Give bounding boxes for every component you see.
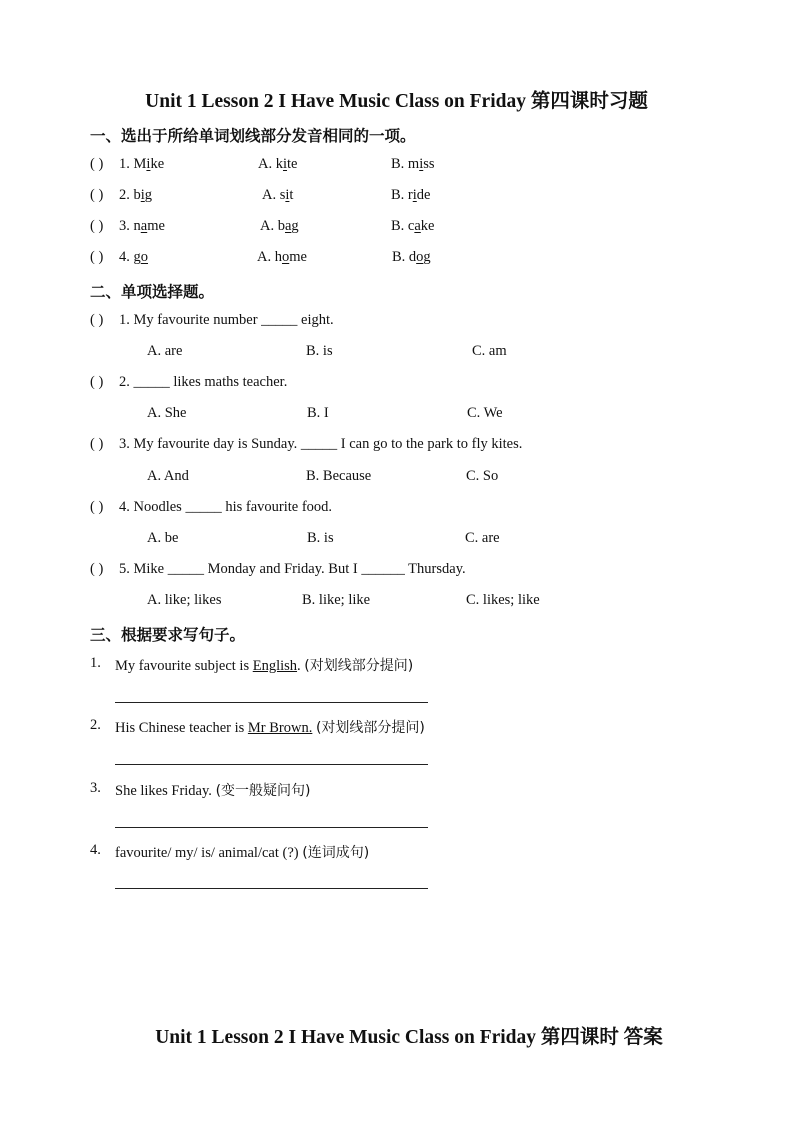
answer-blank: ( ) xyxy=(90,187,104,203)
mc-question-1: 1. My favourite number _____ eight. xyxy=(119,312,334,328)
option-a: A. home xyxy=(257,249,307,265)
item-number: 1. xyxy=(90,655,101,671)
rewrite-question-1: My favourite subject is English. (对划线部分提问) xyxy=(115,658,414,674)
mc-option-c: C. likes; like xyxy=(466,592,540,608)
option-b: B. cake xyxy=(391,218,435,234)
mc-question-5: 5. Mike _____ Monday and Friday. But I ______ Thursday. xyxy=(119,561,466,577)
mc-question-4: 4. Noodles _____ his favourite food. xyxy=(119,499,333,515)
answer-blank: ( ) xyxy=(90,436,104,452)
answer-blank: ( ) xyxy=(90,156,104,172)
mc-option-c: C. am xyxy=(472,343,507,359)
rewrite-question-4: favourite/ my/ is/ animal/cat (?) (连词成句) xyxy=(115,845,370,861)
mc-option-b: B. Because xyxy=(306,468,372,484)
mc-option-a: A. She xyxy=(147,405,187,421)
answer-line[interactable] xyxy=(115,827,428,828)
answer-line[interactable] xyxy=(115,764,428,765)
mc-option-c: C. are xyxy=(465,530,500,546)
page-title: Unit 1 Lesson 2 I Have Music Class on Friday 第四课时习题 xyxy=(145,91,648,112)
section-3-heading: 三、根据要求写句子。 xyxy=(90,626,246,644)
mc-option-a: A. And xyxy=(147,468,189,484)
answer-title: Unit 1 Lesson 2 I Have Music Class on Friday 第四课时 答案 xyxy=(155,1027,663,1048)
section-1-heading: 一、选出于所给单词划线部分发音相同的一项。 xyxy=(90,127,416,145)
item-number: 4. xyxy=(90,842,101,858)
answer-line[interactable] xyxy=(115,888,428,889)
mc-question-3: 3. My favourite day is Sunday. _____ I can go to the park to fly kites. xyxy=(119,436,523,452)
rewrite-question-3: She likes Friday. (变一般疑问句) xyxy=(115,783,311,799)
answer-blank: ( ) xyxy=(90,499,104,515)
answer-line[interactable] xyxy=(115,702,428,703)
item-number: 3. xyxy=(90,780,101,796)
rewrite-question-2: His Chinese teacher is Mr Brown. (对划线部分提问) xyxy=(115,720,425,736)
mc-option-b: B. is xyxy=(307,530,334,546)
question-word: 3. name xyxy=(119,218,165,234)
mc-option-c: C. So xyxy=(466,468,499,484)
answer-blank: ( ) xyxy=(90,374,104,390)
option-b: B. ride xyxy=(391,187,431,203)
option-a: A. kite xyxy=(258,156,298,172)
question-word: 1. Mike xyxy=(119,156,165,172)
question-word: 2. big xyxy=(119,187,153,203)
item-number: 2. xyxy=(90,717,101,733)
mc-option-a: A. be xyxy=(147,530,179,546)
mc-option-c: C. We xyxy=(467,405,503,421)
answer-blank: ( ) xyxy=(90,561,104,577)
option-a: A. bag xyxy=(260,218,299,234)
mc-option-a: A. are xyxy=(147,343,183,359)
option-b: B. miss xyxy=(391,156,435,172)
option-a: A. sit xyxy=(262,187,294,203)
option-b: B. dog xyxy=(392,249,431,265)
section-2-heading: 二、单项选择题。 xyxy=(90,283,215,301)
mc-option-b: B. like; like xyxy=(302,592,371,608)
answer-blank: ( ) xyxy=(90,218,104,234)
answer-blank: ( ) xyxy=(90,249,104,265)
answer-blank: ( ) xyxy=(90,312,104,328)
mc-option-a: A. like; likes xyxy=(147,592,222,608)
mc-option-b: B. is xyxy=(306,343,333,359)
mc-option-b: B. I xyxy=(307,405,329,421)
mc-question-2: 2. _____ likes maths teacher. xyxy=(119,374,288,390)
question-word: 4. go xyxy=(119,249,148,265)
